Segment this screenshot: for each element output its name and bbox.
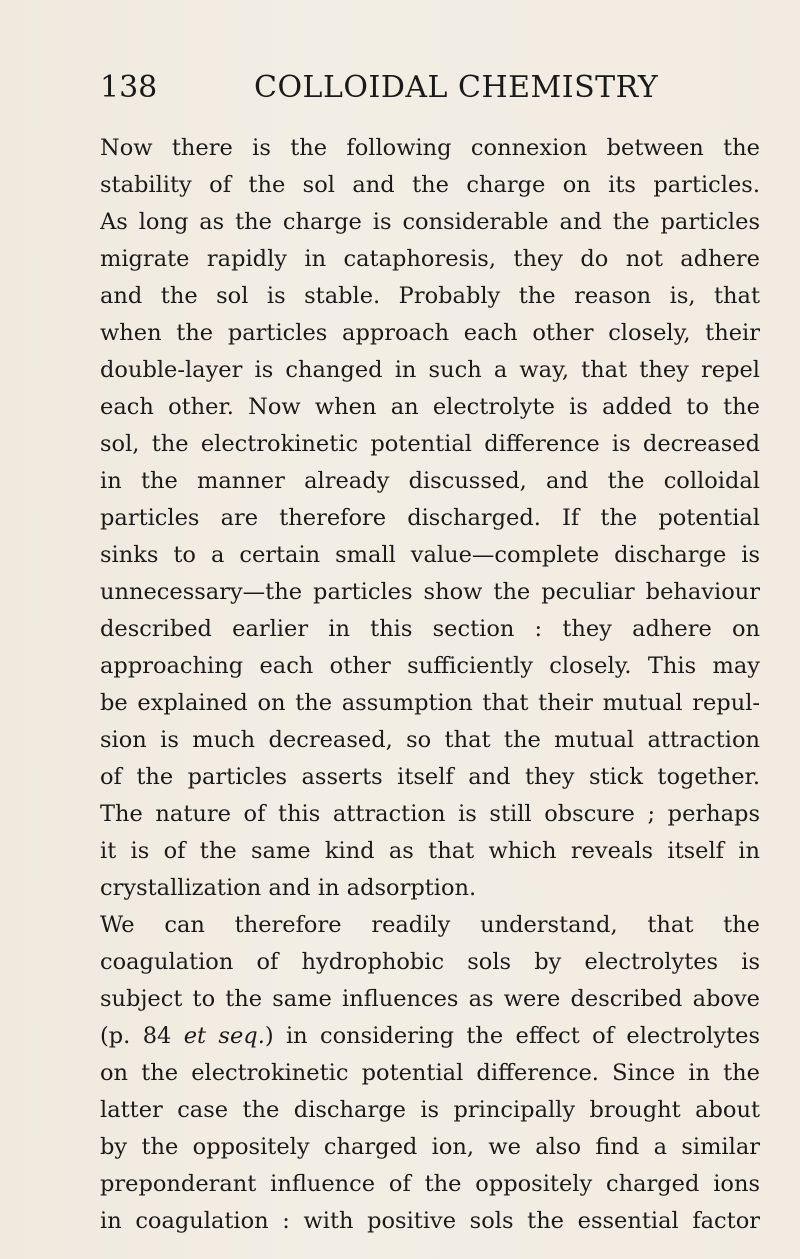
text-line: approaching each other sufficiently closely. This may [100,653,760,679]
text-line: crystallization and in adsorption. [100,875,477,901]
text-line: by the oppositely charged ion, we also find a similar [100,1134,760,1160]
text-line: be explained on the assumption that their mutual repul- [100,690,760,716]
text-line: in coagulation : with positive sols the essential factor [100,1208,760,1234]
text-fragment: ) in considering the effect of electrolytes [264,1023,760,1049]
running-title: COLLOIDAL CHEMISTRY [254,70,659,105]
text-line: on the electrokinetic potential difference. Since in the [100,1060,760,1086]
text-line: unnecessary—the particles show the peculiar behaviour [100,579,760,605]
text-line: preponderant influence of the oppositely charged ions [100,1171,760,1197]
text-line: subject to the same influences as were described above [100,986,760,1012]
text-line: sinks to a certain small value—complete discharge is [100,542,760,568]
text-line: double-layer is changed in such a way, that they repel [100,357,760,383]
text-line: latter case the discharge is principally brought about [100,1097,760,1123]
running-head [100,70,760,114]
paragraph-2 [100,907,760,1240]
text-line: The nature of this attraction is still obscure ; perhaps [100,801,760,827]
text-line: it is of the same kind as that which reveals itself in [100,838,760,864]
text-fragment: (p. 84 [100,1023,184,1049]
text-line: described earlier in this section : they adhere on [100,616,760,642]
italic-fragment: et seq. [183,1023,265,1049]
text-line: and the sol is stable. Probably the reason is, that [100,283,760,309]
body-text [100,130,760,1240]
text-line: sion is much decreased, so that the mutual attraction [100,727,760,753]
text-line: Now there is the following connexion between the [100,135,760,161]
text-line: sol, the electrokinetic potential difference is decreased [100,431,760,457]
page-number: 138 [100,70,158,105]
text-line: coagulation of hydrophobic sols by electrolytes is [100,949,760,975]
text-line: particles are therefore discharged. If the potential [100,505,760,531]
text-line-with-italic [100,1018,760,1055]
text-line: of the particles asserts itself and they stick together. [100,764,760,790]
text-line: migrate rapidly in cataphoresis, they do not adhere [100,246,760,272]
text-line: stability of the sol and the charge on its particles. [100,172,760,198]
text-line: in the manner already discussed, and the colloidal [100,468,760,494]
text-line: As long as the charge is considerable and the particles [100,209,760,235]
text-line: each other. Now when an electrolyte is added to the [100,394,760,420]
paragraph-1 [100,130,760,907]
text-line: when the particles approach each other closely, their [100,320,760,346]
text-line: We can therefore readily understand, that the [100,912,760,938]
